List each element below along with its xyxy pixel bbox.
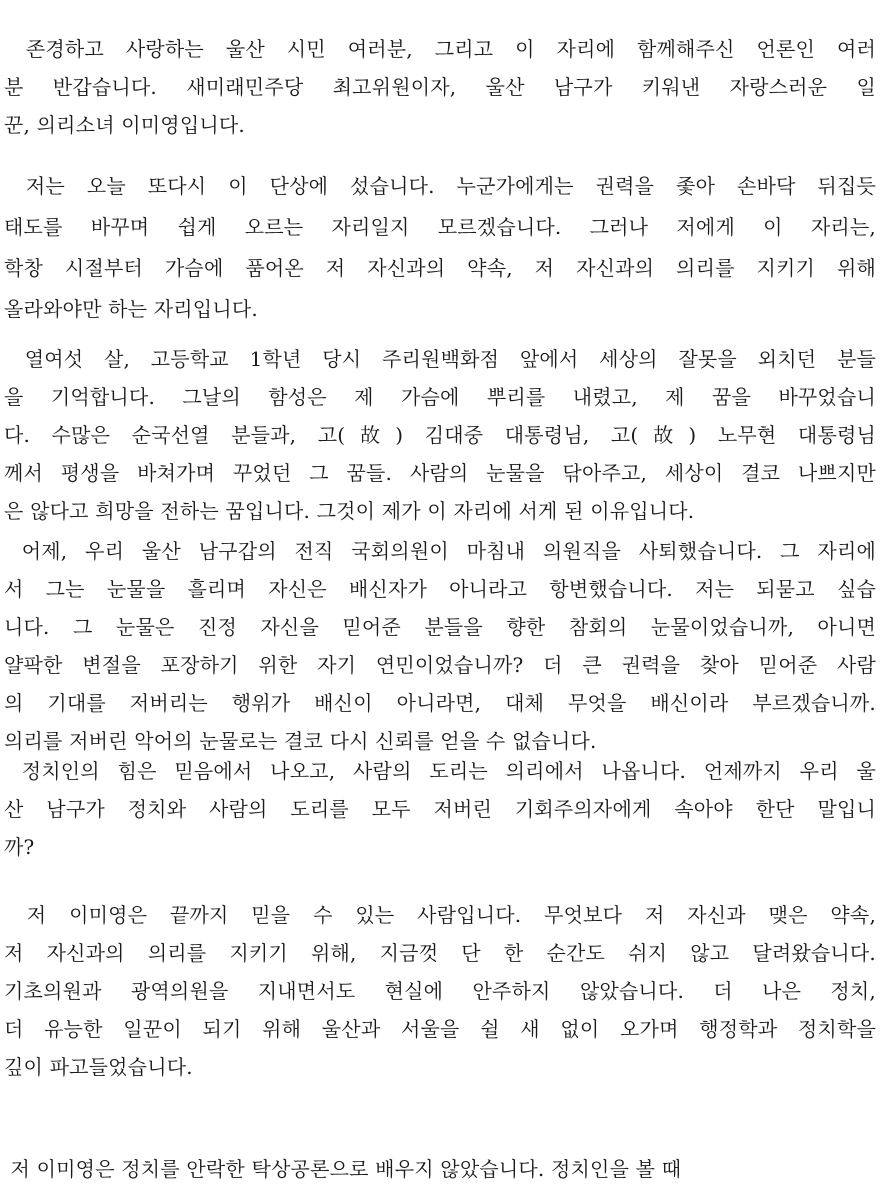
text-line: 더 유능한 일꾼이 되기 위해 울산과 서울을 쉴 새 없이 오가며 행정학과 정치학을	[4, 1017, 876, 1041]
text-line: 산 남구가 정치와 사람의 도리를 모두 저버린 기회주의자에게 속아야 한단 말입니	[4, 797, 876, 821]
paragraph-4	[4, 532, 876, 760]
text-line: 을 기억합니다. 그날의 함성은 제 가슴에 뿌리를 내렸고, 제 꿈을 바꾸었습니	[4, 385, 876, 409]
text-line: 꾼, 의리소녀 이미영입니다.	[4, 113, 245, 137]
text-line: 의 기대를 저버리는 행위가 배신이 아니라면, 대체 무엇을 배신이라 부르겠습니까.	[4, 691, 876, 715]
text-line: 저 자신과의 의리를 지키기 위해, 지금껏 단 한 순간도 쉬지 않고 달려왔습니다.	[4, 941, 876, 965]
text-line: 분 반갑습니다. 새미래민주당 최고위원이자, 울산 남구가 키워낸 자랑스러운 일	[4, 75, 876, 99]
text-line: 께서 평생을 바쳐가며 꾸었던 그 꿈들. 사람의 눈물을 닦아주고, 세상이 결코 나쁘지만	[4, 461, 876, 485]
paragraph-3	[4, 340, 876, 530]
text-line: 존경하고 사랑하는 울산 시민 여러분, 그리고 이 자리에 함께해주신 언론인 여러	[4, 37, 876, 61]
text-line: 은 않다고 희망을 전하는 꿈입니다. 그것이 제가 이 자리에 서게 된 이유입니다.	[4, 499, 695, 523]
text-line: 깊이 파고들었습니다.	[4, 1055, 193, 1079]
text-line: 기초의원과 광역의원을 지내면서도 현실에 안주하지 않았습니다. 더 나은 정치,	[4, 979, 876, 1003]
text-line: 저 이미영은 정치를 안락한 탁상공론으로 배우지 않았습니다. 정치인을 볼 때	[4, 1157, 682, 1181]
text-line: 태도를 바꾸며 쉽게 오르는 자리일지 모르겠습니다. 그러나 저에게 이 자리는,	[4, 215, 876, 239]
text-line: 열여섯 살, 고등학교 1학년 당시 주리원백화점 앞에서 세상의 잘못을 외치던 분들	[4, 347, 876, 371]
text-line: 서 그는 눈물을 흘리며 자신은 배신자가 아니라고 항변했습니다. 저는 되묻고 싶습	[4, 577, 876, 601]
text-line: 올라와야만 하는 자리입니다.	[4, 297, 258, 321]
text-line: 니다. 그 눈물은 진정 자신을 믿어준 분들을 향한 참회의 눈물이었습니까, 아니면	[4, 615, 876, 639]
text-line: 까?	[4, 835, 35, 859]
text-line: 의리를 저버린 악어의 눈물로는 결코 다시 신뢰를 얻을 수 없습니다.	[4, 729, 597, 753]
text-line: 어제, 우리 울산 남구갑의 전직 국회의원이 마침내 의원직을 사퇴했습니다. 그 자리에	[4, 539, 876, 563]
paragraph-2	[4, 166, 876, 330]
text-line: 얄팍한 변절을 포장하기 위한 자기 연민이었습니까? 더 큰 권력을 찾아 믿어준 사람	[4, 653, 876, 677]
text-line: 다. 수많은 순국선열 분들과, 고(故) 김대중 대통령님, 고(故) 노무현 대통령님	[4, 423, 876, 447]
text-line: 학창 시절부터 가슴에 품어온 저 자신과의 약속, 저 자신과의 의리를 지키기 위해	[4, 256, 876, 280]
text-line: 저는 오늘 또다시 이 단상에 섰습니다. 누군가에게는 권력을 좇아 손바닥 뒤집듯	[4, 174, 876, 198]
text-line: 정치인의 힘은 믿음에서 나오고, 사람의 도리는 의리에서 나옵니다. 언제까지 우리 울	[4, 759, 876, 783]
paragraph-7	[4, 1150, 876, 1188]
paragraph-1	[4, 30, 876, 144]
paragraph-5	[4, 752, 876, 866]
text-line: 저 이미영은 끝까지 믿을 수 있는 사람입니다. 무엇보다 저 자신과 맺은 약속,	[4, 903, 876, 927]
paragraph-6	[4, 896, 876, 1086]
